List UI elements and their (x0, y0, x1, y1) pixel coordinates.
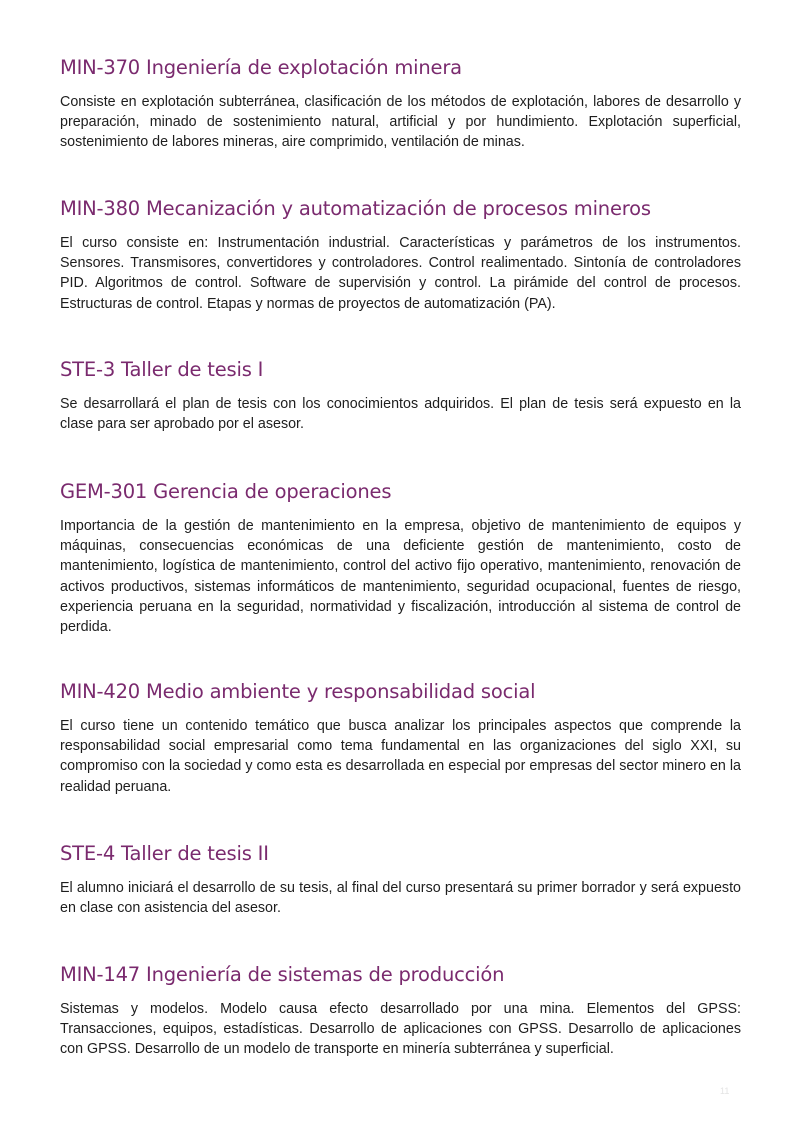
course-description: El alumno iniciará el desarrollo de su tesis, al final del curso presentará su primer borrador y será expuesto en clase con asistencia del asesor. (60, 880, 741, 917)
course-description: Importancia de la gestión de mantenimiento en la empresa, objetivo de mantenimiento de equipos y máquinas, consecuencias económicas de una deficiente gestión de mantenimiento, costo de mantenimiento, logística de mantenimiento, control del activo fijo operativo, mantenimiento, renovación de activos productivos, sistemas informáticos de mantenimiento, seguridad ocupacional, fuentes de riesgo, experiencia peruana en la seguridad, normatividad y fiscalización, introducción al sistema de control de perdida. (60, 518, 741, 636)
course-ste-4 (60, 842, 741, 918)
page-number: 11 (720, 1086, 730, 1096)
course-min-380 (60, 197, 741, 314)
course-description: Se desarrollará el plan de tesis con los conocimientos adquiridos. El plan de tesis será expuesto en la clase para ser aprobado por el asesor. (60, 396, 741, 433)
course-min-370 (60, 56, 741, 153)
course-ste-3 (60, 358, 741, 434)
course-title: STE-3 Taller de tesis I (60, 358, 264, 381)
course-title: MIN-420 Medio ambiente y responsabilidad social (60, 680, 536, 703)
course-title: STE-4 Taller de tesis II (60, 842, 269, 865)
course-description: El curso consiste en: Instrumentación industrial. Características y parámetros de los instrumentos. Sensores. Transmisores, convertidores y controladores. Control realimentado. Sintonía de controladores PID. Algoritmos de control. Software de supervisión y control. La pirámide del control de procesos. Estructuras de control. Etapas y normas de proyectos de automatización (PA). (60, 235, 741, 312)
course-title: MIN-147 Ingeniería de sistemas de producción (60, 963, 505, 986)
course-gem-301 (60, 480, 741, 637)
course-title: GEM-301 Gerencia de operaciones (60, 480, 392, 503)
course-description: Sistemas y modelos. Modelo causa efecto desarrollado por una mina. Elementos del GPSS: Transacciones, equipos, estadísticas. Desarrollo de aplicaciones con GPSS. Desarrollo de aplicaciones con GPSS. Desarrollo de un modelo de transporte en minería subterránea y superficial. (60, 1001, 741, 1058)
course-min-420 (60, 680, 741, 797)
course-description: El curso tiene un contenido temático que busca analizar los principales aspectos que comprende la responsabilidad social empresarial como tema fundamental en las organizaciones del siglo XXI, su compromiso con la sociedad y como esta es desarrollada en especial por empresas del sector minero en la realidad peruana. (60, 718, 741, 795)
course-min-147 (60, 963, 741, 1060)
course-title: MIN-370 Ingeniería de explotación minera (60, 56, 462, 79)
course-description: Consiste en explotación subterránea, clasificación de los métodos de explotación, labores de desarrollo y preparación, minado de sostenimiento natural, artificial y por hundimiento. Explotación superficial, sostenimiento de labores mineras, aire comprimido, ventilación de minas. (60, 94, 741, 151)
course-title: MIN-380 Mecanización y automatización de procesos mineros (60, 197, 651, 220)
